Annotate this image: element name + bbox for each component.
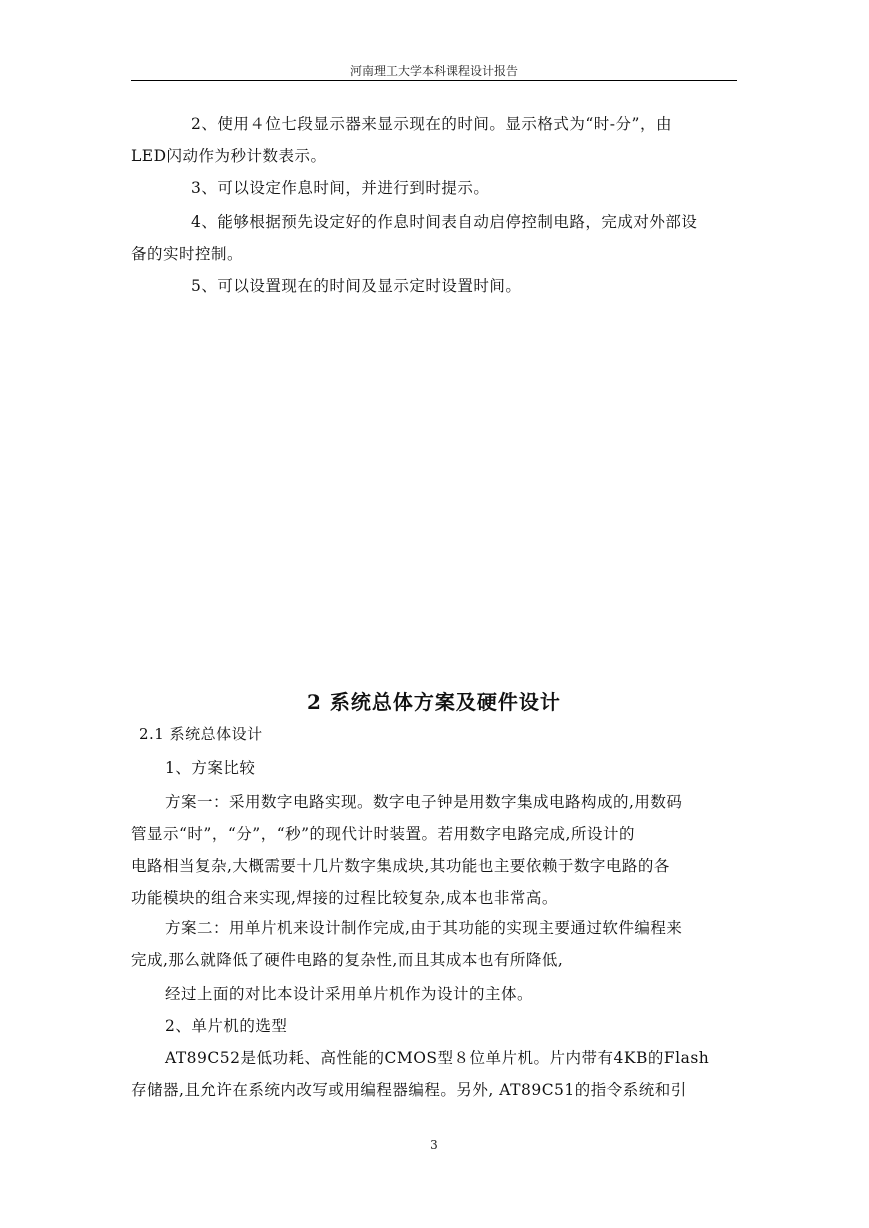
item-2-heading: 2、单片机的选型 [165, 1017, 288, 1035]
requirement-4-line-2: 备的实时控制。 [131, 245, 244, 263]
item-1-heading: 1、方案比较 [165, 759, 256, 777]
conclusion-line: 经过上面的对比本设计采用单片机作为设计的主体。 [165, 985, 534, 1003]
section-title: 2 系统总体方案及硬件设计 [307, 690, 561, 714]
plan-2-line-1: 方案二：用单片机来设计制作完成,由于其功能的实现主要通过软件编程来 [165, 919, 683, 937]
requirement-5: 5、可以设置现在的时间及显示定时设置时间。 [191, 277, 522, 295]
plan-1-line-1: 方案一：采用数字电路实现。数字电子钟是用数字集成电路构成的,用数码 [165, 793, 683, 811]
plan-2-line-2: 完成,那么就降低了硬件电路的复杂性,而且其成本也有所降低, [131, 951, 564, 969]
requirement-3: 3、可以设定作息时间，并进行到时提示。 [191, 179, 490, 197]
page-number: 3 [430, 1138, 438, 1152]
requirement-2-line-2: LED闪动作为秒计数表示。 [131, 147, 327, 165]
plan-1-line-3: 电路相当复杂,大概需要十几片数字集成块,其功能也主要依赖于数字电路的各 [131, 857, 670, 875]
page-header: 河南理工大学本科课程设计报告 [349, 64, 518, 78]
requirement-4-line-1: 4、能够根据预先设定好的作息时间表自动启停控制电路，完成对外部设 [191, 213, 698, 231]
requirement-2-line-1: 2、使用４位七段显示器来显示现在的时间。显示格式为“时-分”，由 [191, 115, 672, 133]
header-divider [131, 80, 737, 81]
mcu-line-2: 存储器,且允许在系统内改写或用编程器编程。另外, AT89C51的指令系统和引 [131, 1081, 687, 1099]
subsection-heading: 2.1 系统总体设计 [139, 725, 263, 743]
plan-1-line-2: 管显示“时”，“分”，“秒”的现代计时装置。若用数字电路完成,所设计的 [131, 825, 635, 843]
plan-1-line-4: 功能模块的组合来实现,焊接的过程比较复杂,成本也非常高。 [131, 889, 558, 907]
mcu-line-1: AT89C52是低功耗、高性能的CMOS型８位单片机。片内带有4KB的Flash [165, 1049, 710, 1067]
